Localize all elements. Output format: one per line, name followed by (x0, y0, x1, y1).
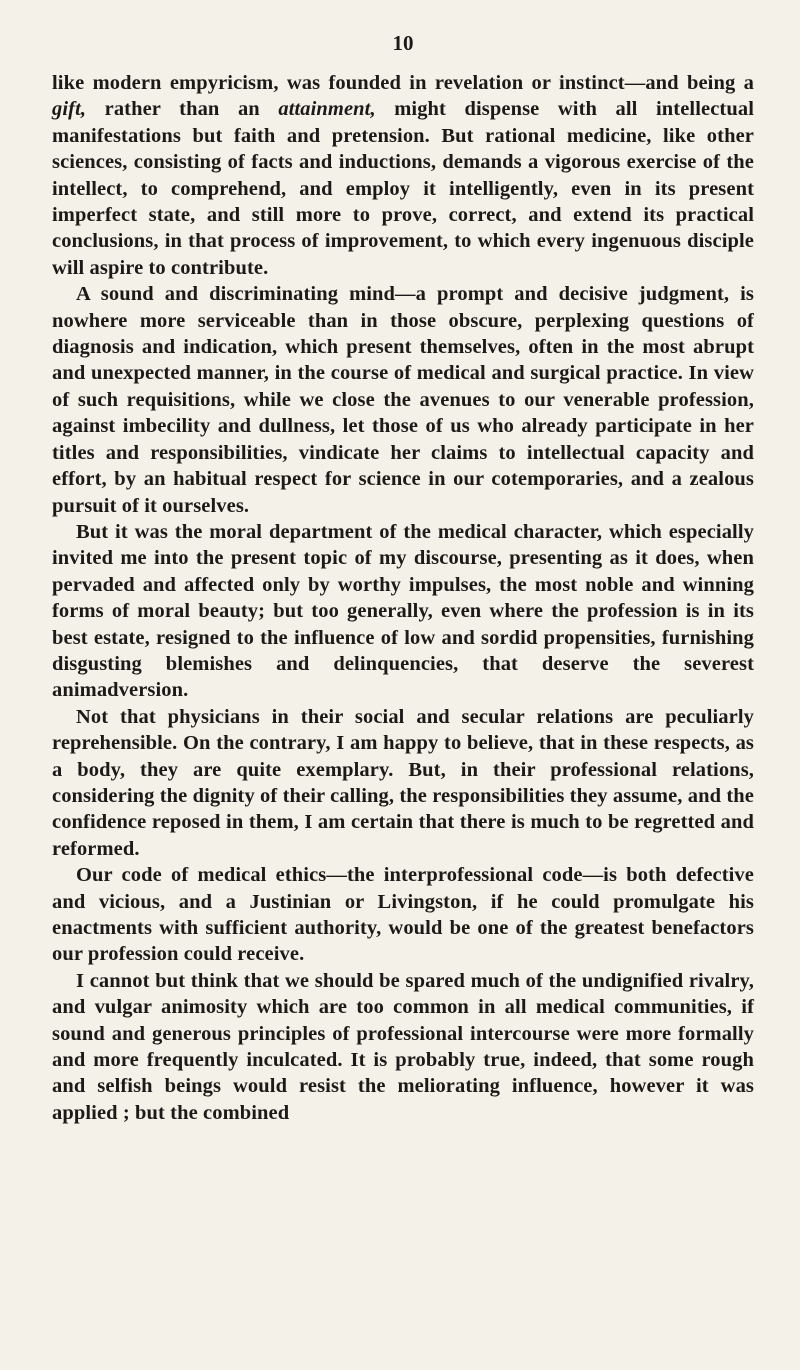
paragraph-6-text: I cannot but think that we should be spared much of the undignified rivalry, and vulgar animosity which are too common in all medical communities, if sound and generous principles of professional intercourse were more formally and more frequently inculcated. It is probably true, indeed, that some rough and selfish beings would resist the meliorating influence, however it was applied ; but the combined (52, 969, 754, 1124)
paragraph-1-text-b: rather than an (86, 98, 279, 121)
paragraph-4 (52, 704, 754, 862)
emphasis-attainment: attainment, (278, 98, 376, 121)
paragraph-2-text: A sound and discriminating mind—a prompt and decisive judgment, is nowhere more serviceable than in those obscure, perplexing questions of diagnosis and indication, which present themselves, often in the most abrupt and unexpected manner, in the course of medical and surgical practice. In view of such requisitions, while we close the avenues to our venerable profession, against imbecility and dullness, let those of us who already participate in her titles and responsibilities, vindicate her claims to intellectual capacity and effort, by an habitual respect for science in our cotemporaries, and a zealous pursuit of it ourselves. (52, 283, 754, 517)
emphasis-gift: gift, (52, 98, 87, 121)
paragraph-5 (52, 862, 754, 968)
paragraph-5-text: Our code of medical ethics—the interprofessional code—is both defective and vicious, and a Justinian or Livingston, if he could promulgate his enactments with sufficient authority, would be one of the greatest benefactors our profession could receive. (52, 864, 754, 966)
paragraph-6 (52, 968, 754, 1126)
paragraph-3-text: But it was the moral department of the medical character, which especially invited me into the present topic of my discourse, presenting as it does, when pervaded and affected only by worthy impulses, the most noble and winning forms of moral beauty; but too generally, even where the profession is in its best estate, resigned to the influence of low and sordid propensities, furnishing disgusting blemishes and delinquencies, that deserve the severest animadversion. (52, 520, 754, 702)
paragraph-2 (52, 281, 754, 519)
paragraph-1-text-a: like modern empyricism, was founded in revelation or instinct—and being a (52, 72, 754, 94)
paragraph-1 (52, 70, 754, 281)
paragraph-1-text-c: might dispense with all intellectual manifestations but faith and pretension. But rational medicine, like other sciences, consisting of facts and inductions, demands a vigorous exercise of the intellect, to comprehend, and employ it intelligently, even in its present imperfect state, and still more to prove, correct, and extend its practical conclusions, in that process of improvement, to which every ingenuous disciple will aspire to contribute. (52, 98, 754, 279)
paragraph-4-text: Not that physicians in their social and secular relations are peculiarly reprehensible. On the contrary, I am happy to believe, that in these respects, as a body, they are quite exemplary. But, in their professional relations, considering the dignity of their calling, the responsibilities they assume, and the confidence reposed in them, I am certain that there is much to be regretted and reformed. (52, 705, 754, 860)
body-text (52, 70, 754, 1126)
paragraph-3 (52, 519, 754, 704)
page-number: 10 (392, 31, 414, 55)
